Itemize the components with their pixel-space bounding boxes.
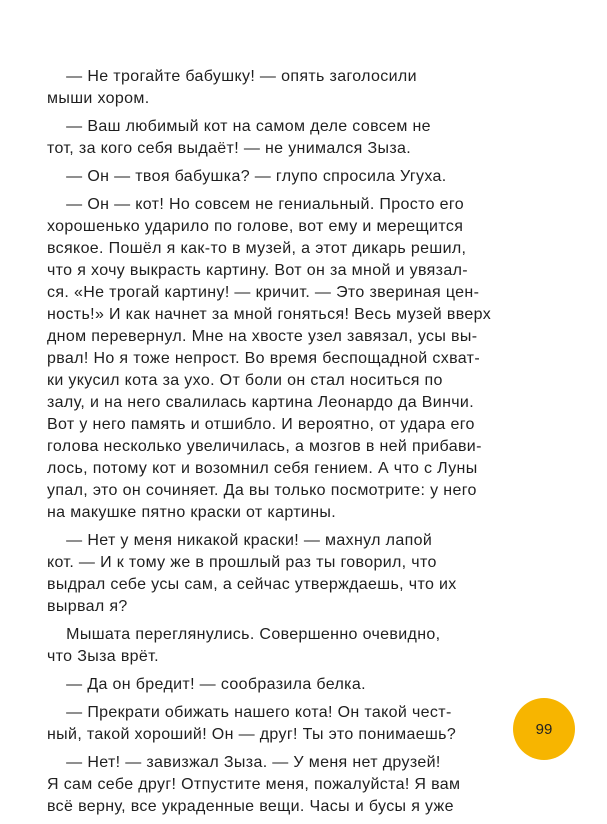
text-line: — Да он бредит! — сообразила белка. xyxy=(47,676,366,693)
text-line: кот. — И к тому же в прошлый раз ты говорил, что xyxy=(47,554,437,571)
paragraph xyxy=(47,194,513,524)
text-line: на макушке пятно краски от картины. xyxy=(47,504,337,521)
text-line: вырвал я? xyxy=(47,598,128,615)
paragraph xyxy=(47,624,513,668)
paragraph xyxy=(47,66,513,110)
paragraph xyxy=(47,166,513,188)
text-line: ный, такой хороший! Он — друг! Ты это понимаешь? xyxy=(47,726,457,743)
page-number-badge xyxy=(513,698,575,760)
text-line: — Ваш любимый кот на самом деле совсем не xyxy=(47,118,431,135)
text-line: — Нет! — завизжал Зыза. — У меня нет друзей! xyxy=(47,754,441,771)
text-line: что Зыза врёт. xyxy=(47,648,159,665)
text-line: ся. «Не трогай картину! — кричит. — Это звериная цен- xyxy=(47,284,480,301)
paragraph xyxy=(47,674,513,696)
paragraph xyxy=(47,530,513,618)
text-line: Я сам себе друг! Отпустите меня, пожалуйста! Я вам xyxy=(47,776,461,793)
text-line: выдрал себе усы сам, а сейчас утверждаешь, что их xyxy=(47,576,457,593)
page-number: 99 xyxy=(535,720,553,738)
text-line: лось, потому кот и возомнил себя гением. А что с Луны xyxy=(47,460,478,477)
text-line: тот, за кого себя выдаёт! — не унимался Зыза. xyxy=(47,140,412,157)
text-line: — Прекрати обижать нашего кота! Он такой чест- xyxy=(47,704,452,721)
text-line: Мышата переглянулись. Совершенно очевидно, xyxy=(47,626,441,643)
text-line: — Нет у меня никакой краски! — махнул лапой xyxy=(47,532,433,549)
text-line: хорошенько ударило по голове, вот ему и мерещится xyxy=(47,218,464,235)
text-line: — Он — твоя бабушка? — глупо спросила Угуха. xyxy=(47,168,447,185)
paragraph xyxy=(47,702,513,746)
text-line: — Он — кот! Но совсем не гениальный. Просто его xyxy=(47,196,464,213)
text-line: залу, и на него свалилась картина Леонардо да Винчи. xyxy=(47,394,475,411)
text-line: Вот у него память и отшибло. И вероятно, от удара его xyxy=(47,416,475,433)
text-line: мыши хором. xyxy=(47,90,150,107)
text-line: дном перевернул. Мне на хвосте узел завязал, усы вы- xyxy=(47,328,478,345)
text-line: — Не трогайте бабушку! — опять заголосили xyxy=(47,68,417,85)
paragraph xyxy=(47,752,513,818)
page-text xyxy=(47,66,513,824)
text-line: ность!» И как начнет за мной гоняться! Весь музей вверх xyxy=(47,306,492,323)
text-line: ки укусил кота за ухо. От боли он стал носиться по xyxy=(47,372,443,389)
text-line: упал, это он сочиняет. Да вы только посмотрите: у него xyxy=(47,482,477,499)
text-line: рвал! Но я тоже непрост. Во время беспощадной схват- xyxy=(47,350,481,367)
text-line: что я хочу выкрасть картину. Вот он за мной и увязал- xyxy=(47,262,468,279)
text-line: всякое. Пошёл я как-то в музей, а этот дикарь решил, xyxy=(47,240,467,257)
text-line: голова несколько увеличилась, а мозгов в ней прибави- xyxy=(47,438,482,455)
paragraph xyxy=(47,116,513,160)
text-line: всё верну, все украденные вещи. Часы и бусы я уже xyxy=(47,798,454,815)
